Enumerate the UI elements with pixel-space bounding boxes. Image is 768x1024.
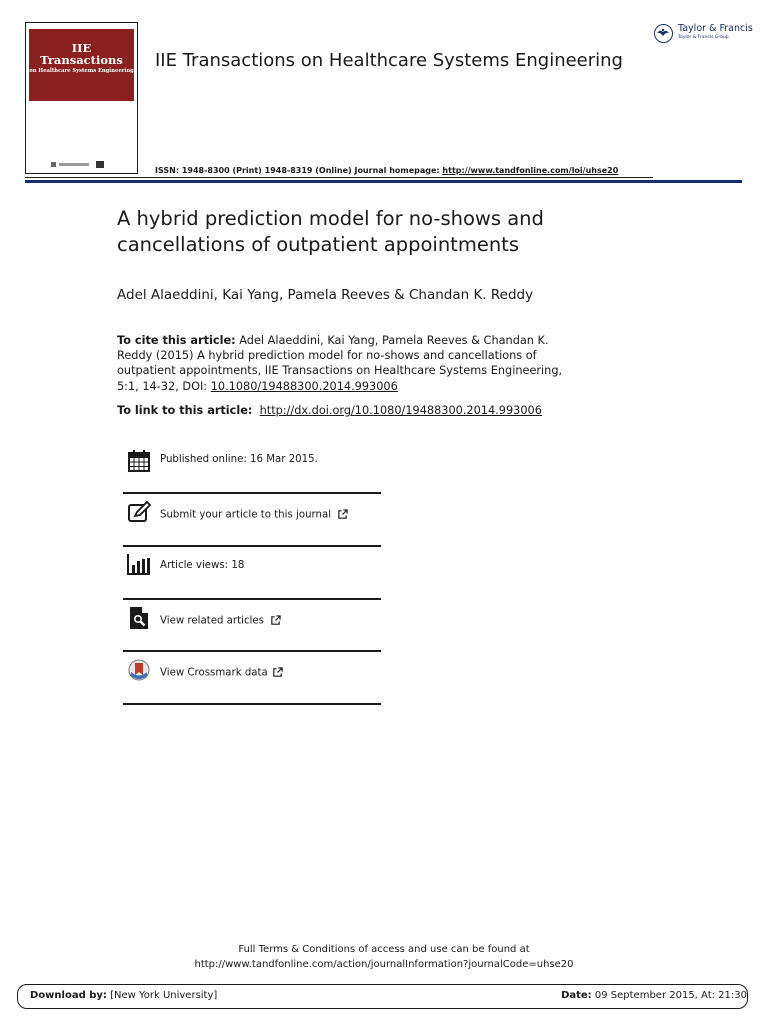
article-authors: Adel Alaeddini, Kai Yang, Pamela Reeves & Chandan K. Reddy: [117, 287, 534, 303]
article-views-row: [123, 550, 381, 602]
cite-doi-link[interactable]: 10.1080/19488300.2014.993006: [210, 379, 398, 393]
download-info-bar: [17, 984, 748, 1009]
cite-label: To cite this article:: [117, 334, 236, 347]
cover-title: IIE Transactions: [40, 41, 123, 67]
link-label: To link to this article:: [117, 404, 253, 417]
article-link-line: [117, 404, 542, 417]
journal-name: IIE Transactions on Healthcare Systems Engineering: [155, 50, 623, 71]
submit-article-link[interactable]: Submit your article to this journal: [160, 509, 332, 521]
issn-line: [155, 166, 618, 175]
download-by: [30, 990, 217, 1001]
date-value: 09 September 2015, At: 21:30: [594, 990, 747, 1001]
submit-article-row[interactable]: [123, 497, 381, 549]
article-title: A hybrid prediction model for no-shows and cancellations of outpatient appointments: [117, 207, 544, 256]
publisher-name: Taylor & Francis: [678, 23, 753, 34]
journal-homepage-link[interactable]: http://www.tandfonline.com/loi/uhse20: [442, 166, 619, 175]
divider: [123, 650, 381, 652]
cite-text: Adel Alaeddini, Kai Yang, Pamela Reeves & Chandan K. Reddy (2015) A hybrid prediction model for no-shows and cancellations of outpatient appointments, IIE Transactions on Healthcare Systems Engineering, 5:1, 14-32, DOI:: [117, 334, 563, 393]
external-link-icon: [270, 615, 281, 626]
header-divider-thin: [25, 177, 653, 178]
document-search-icon: [127, 606, 151, 630]
cover-title-band: [29, 29, 134, 101]
journal-cover-image: [25, 22, 138, 174]
article-doi-link[interactable]: http://dx.doi.org/10.1080/19488300.2014.993006: [259, 404, 542, 417]
date-label: Date:: [561, 990, 592, 1001]
terms-notice: [0, 943, 768, 972]
issn-text: ISSN: 1948-8300 (Print) 1948-8319 (Online) Journal homepage:: [155, 166, 440, 175]
related-articles-row[interactable]: [123, 603, 381, 655]
article-views: Article views: 18: [160, 560, 245, 571]
download-value: [New York University]: [110, 990, 218, 1001]
publisher-group: Taylor & Francis Group: [678, 35, 729, 40]
citation: [117, 333, 587, 394]
published-date: Published online: 16 Mar 2015.: [160, 454, 318, 465]
crossmark-icon: [127, 659, 151, 683]
download-label: Download by:: [30, 990, 107, 1001]
publisher-logo[interactable]: [654, 22, 753, 48]
divider: [123, 545, 381, 547]
publisher-emblem-icon: [654, 24, 673, 43]
divider: [123, 492, 381, 494]
terms-line: Full Terms & Conditions of access and use can be found at: [238, 944, 530, 955]
published-row: [123, 445, 381, 497]
divider: [123, 703, 381, 705]
external-link-icon: [337, 509, 348, 520]
external-link-icon: [272, 667, 283, 678]
crossmark-row[interactable]: [123, 655, 381, 707]
cover-footer-logos: [34, 161, 129, 169]
terms-link[interactable]: http://www.tandfonline.com/action/journalInformation?journalCode=uhse20: [194, 958, 574, 970]
download-date: [561, 990, 747, 1001]
divider: [123, 598, 381, 600]
edit-icon: [127, 501, 151, 525]
related-articles-link[interactable]: View related articles: [160, 615, 264, 627]
crossmark-link[interactable]: View Crossmark data: [160, 667, 268, 679]
header-divider: [25, 180, 742, 183]
bar-chart-icon: [127, 552, 151, 576]
cover-subtitle: on Healthcare Systems Engineering: [29, 68, 134, 74]
calendar-icon: [127, 449, 151, 473]
